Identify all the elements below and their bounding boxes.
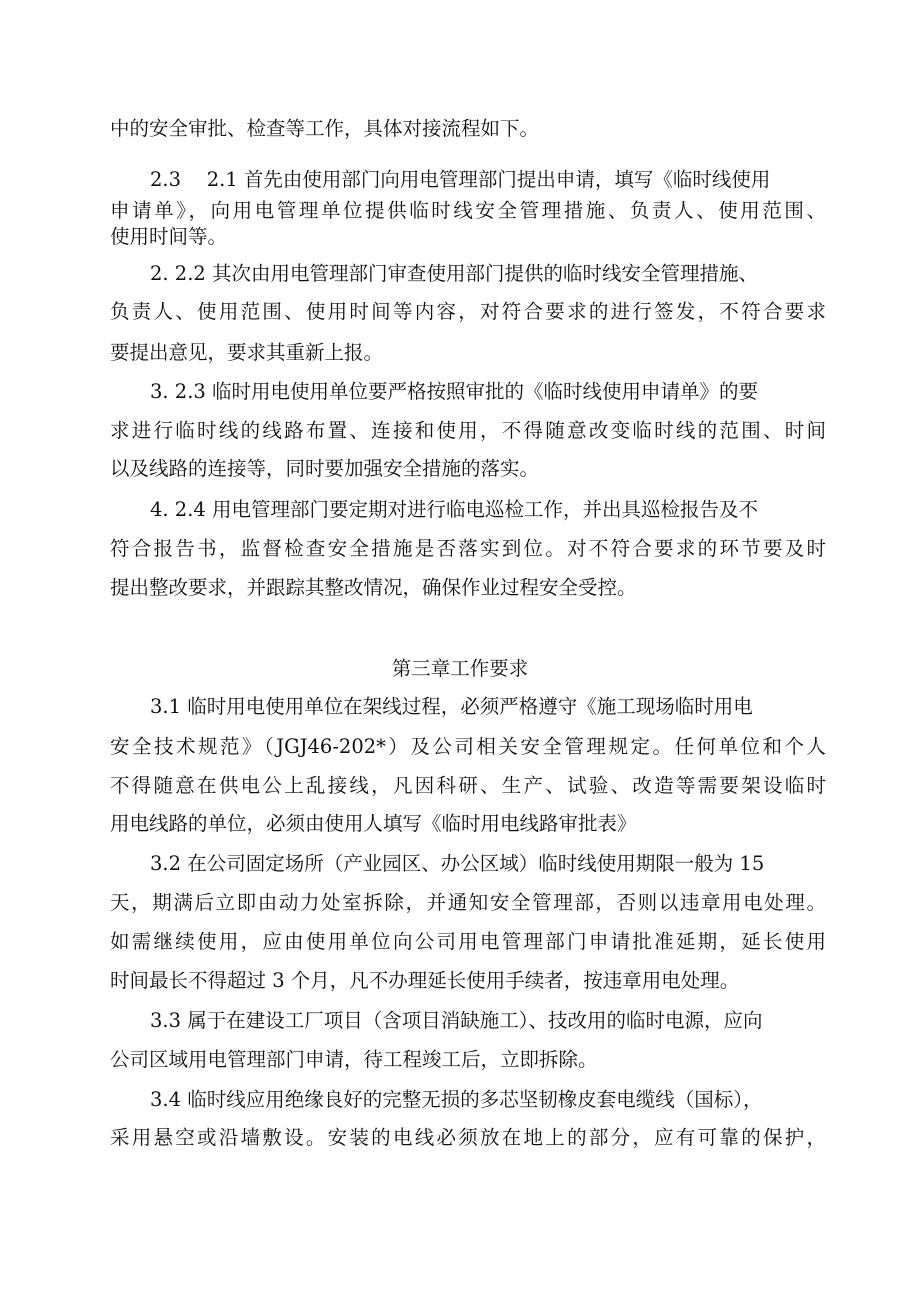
text-line-p6-1: 3.2 在公司固定场所（产业园区、办公区域）临时线使用期限一般为 15 (150, 852, 765, 875)
text-line-p2-1: 2. 2.2 其次由用电管理部门审查使用部门提供的临时线安全管理措施、 (150, 262, 759, 285)
text-line-p4-3: 提出整改要求，并跟踪其整改情况，确保作业过程安全受控。 (110, 576, 637, 599)
text-line-p6-3: 如需继续使用，应由使用单位向公司用电管理部门申请批准延期，延长使用 (110, 930, 826, 953)
text-line-p3-1: 3. 2.3 临时用电使用单位要严格按照审批的《临时线使用申请单》的要 (150, 380, 759, 403)
text-line-p5-2: 安全技术规范》（JGJ46-202*）及公司相关安全管理规定。任何单位和个人 (110, 735, 826, 758)
text-line-p3-2: 求进行临时线的线路布置、连接和使用，不得随意改变临时线的范围、时间 (110, 419, 826, 442)
text-line-p4-2: 符合报告书，监督检查安全措施是否落实到位。对不符合要求的环节要及时 (110, 537, 826, 560)
text-line-p8-2: 采用悬空或沿墙敷设。安装的电线必须放在地上的部分，应有可靠的保护， (110, 1126, 826, 1149)
text-line-p6-2: 天，期满后立即由动力处室拆除，并通知安全管理部，否则以违章用电处理。 (110, 891, 826, 914)
text-line-p3-3: 以及线路的连接等，同时要加强安全措施的落实。 (110, 457, 540, 480)
text-line-p6-4: 时间最长不得超过 3 个月，凡不办理延长使用手续者，按违章用电处理。 (110, 969, 740, 992)
text-line-p5-4: 用电线路的单位，必须由使用人填写《临时用电线路审批表》 (110, 812, 637, 835)
text-line-p7-2: 公司区域用电管理部门申请，待工程竣工后，立即拆除。 (110, 1048, 598, 1071)
text-line-p2-3: 要提出意见，要求其重新上报。 (110, 341, 384, 364)
chapter-heading: 第三章工作要求 (391, 657, 529, 680)
text-line-p1-1: 2.3 2.1 首先由使用部门向用电管理部门提出申请，填写《临时线使用 (150, 168, 771, 191)
text-line-p5-1: 3.1 临时用电使用单位在架线过程，必须严格遵守《施工现场临时用电 (150, 695, 753, 718)
text-line-p1-2: 申请单》，向用电管理单位提供临时线安全管理措施、负责人、使用范围、 (110, 199, 826, 222)
text-line-p2-2: 负责人、使用范围、使用时间等内容，对符合要求的进行签发，不符合要求 (110, 300, 826, 323)
text-line-p4-1: 4. 2.4 用电管理部门要定期对进行临电巡检工作，并出具巡检报告及不 (150, 498, 759, 521)
text-line-p0-1: 中的安全审批、检查等工作，具体对接流程如下。 (110, 117, 540, 140)
text-line-p8-1: 3.4 临时线应用绝缘良好的完整无损的多芯坚韧橡皮套电缆线（国标）， (150, 1088, 763, 1111)
text-line-p7-1: 3.3 属于在建设工厂项目（含项目消缺施工）、技改用的临时电源，应向 (150, 1009, 763, 1032)
text-line-p5-3: 不得随意在供电公上乱接线，凡因科研、生产、试验、改造等需要架设临时 (110, 774, 826, 797)
text-line-p1-3: 使用时间等。 (110, 225, 228, 248)
